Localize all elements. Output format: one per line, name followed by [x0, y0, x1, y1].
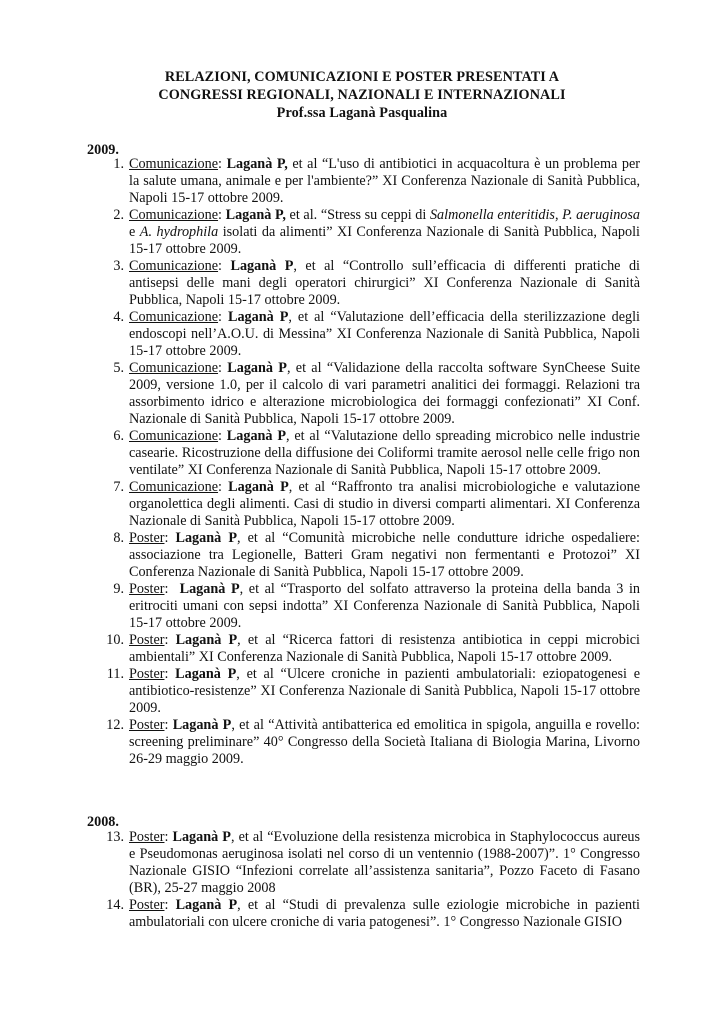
presentation-type: Poster	[129, 530, 165, 546]
list-item	[113, 309, 640, 360]
item-text	[129, 258, 640, 309]
author-name: Laganà P	[227, 360, 287, 376]
citation-text: , et al “Controllo sull’efficacia di differenti pratiche di antisepsi delle mani degli operatori chirurgici” XI Conferenza Nazionale di Sanità Pubblica, Napoli 15-17 ottobre 2009.	[129, 258, 641, 308]
citation-text: , et al “Trasporto del solfato attraverso la proteina della banda 3 in eritrociti umani con sepsi indotta” XI Conferenza Nazionale di Sanità Pubblica, Napoli 15-17 ottobre 2009.	[129, 581, 640, 631]
presentation-type: Poster	[129, 829, 165, 845]
species-name: Salmonella enteritidis	[429, 207, 555, 223]
author-name: Laganà P	[172, 717, 232, 733]
type-separator: :	[218, 479, 229, 495]
type-separator: :	[164, 717, 173, 733]
type-separator: :	[164, 666, 176, 682]
item-number: 1.	[113, 156, 124, 172]
list-item	[106, 666, 640, 717]
list-item	[113, 581, 640, 632]
citation-text: isolati da alimenti” XI Conferenza Nazionale di Sanità Pubblica, Napoli 15-17 ottobre 2009.	[129, 224, 640, 257]
type-separator: :	[218, 309, 228, 325]
author-name: Laganà P	[226, 428, 286, 444]
presentation-type: Comunicazione	[129, 309, 219, 325]
item-number: 3.	[113, 258, 124, 274]
document-header	[0, 68, 724, 122]
presentation-type: Comunicazione	[129, 258, 219, 274]
item-text	[129, 207, 640, 258]
item-text	[129, 581, 640, 632]
item-text	[129, 717, 640, 768]
citation-text: , et al “Raffronto tra analisi microbiologiche e valutazione organolettica degli alimenti. Casi di studio in diversi comparti alimentari. XI Conferenza Nazionale di Sanità Pubblica, Napoli 15-17 ottobre 2009.	[129, 479, 640, 529]
type-separator: :	[218, 258, 231, 274]
citation-text: ,	[554, 207, 563, 223]
list-item	[106, 829, 640, 897]
citation-text: , et al “Validazione della raccolta software SynCheese Suite 2009, versione 1.0, per il calcolo di vari parametri analitici dei formaggi. Relazioni tra assorbimento idrico e alterazione microbiologica dei formaggi confezionati” XI Conf. Nazionale di Sanità Pubblica, Napoli 15-17 ottobre 2009.	[129, 360, 641, 427]
item-text	[129, 428, 640, 479]
item-text	[129, 530, 640, 581]
citation-text: , et al “Evoluzione della resistenza microbica in Staphylococcus aureus e Pseudomonas aeruginosa isolati nel corso di un ventennio (1988-2007)”. 1° Congresso Nazionale GISIO “Infezioni correlate all’assistenza sanitaria”, Pozzo Faceto di Fasano (BR), 25-27 maggio 2008	[129, 829, 640, 896]
type-separator: :	[164, 829, 173, 845]
item-number: 10.	[106, 632, 124, 648]
citation-text: , et al “Valutazione dell’efficacia della sterilizzazione degli endoscopi nell’A.O.U. di Messina” XI Conferenza Nazionale di Sanità Pubblica, Napoli 15-17 ottobre 2009.	[129, 309, 640, 359]
item-number: 4.	[113, 309, 124, 325]
item-number: 6.	[113, 428, 124, 444]
author-name: Laganà P	[228, 479, 289, 495]
list-item	[113, 479, 640, 530]
list-item	[113, 258, 641, 309]
item-number: 14.	[106, 897, 124, 913]
author-name: Laganà P	[175, 530, 237, 546]
citation-text: , et al “Valutazione dello spreading microbico nelle industrie casearie. Ricostruzione della diffusione dei Coliformi tramite aerosol nelle celle frigo non ventilate” XI Conferenza Nazionale di Sanità Pubblica, Napoli 15-17 ottobre 2009.	[129, 428, 640, 478]
item-text	[129, 897, 640, 931]
citation-text: et al. “Stress su ceppi di	[285, 207, 430, 223]
author-name: Laganà P	[227, 309, 289, 325]
author-name: Laganà P	[179, 581, 240, 597]
type-separator: :	[164, 530, 176, 546]
list-item	[106, 717, 640, 768]
type-separator: :	[164, 632, 176, 648]
section-year-2009: 2009.	[87, 142, 119, 158]
citation-text: e	[129, 224, 140, 240]
author-name: Laganà P	[172, 829, 231, 845]
type-separator: :	[218, 360, 228, 376]
list-item	[106, 897, 640, 931]
species-name: A. hydrophila	[139, 224, 219, 240]
presentation-type: Comunicazione	[129, 156, 219, 172]
item-number: 2.	[113, 207, 124, 223]
type-separator: :	[218, 428, 227, 444]
citation-text: et al “L'uso di antibiotici in acquacoltura è un problema per la salute umana, animale e per l'ambiente?” XI Conferenza Nazionale di Sanità Pubblica, Napoli 15-17 ottobre 2009.	[129, 156, 640, 206]
section-year-2008: 2008.	[87, 814, 119, 830]
item-number: 5.	[113, 360, 124, 376]
species-name: P. aeruginosa	[562, 207, 641, 223]
author-name: Laganà P	[175, 897, 238, 913]
type-separator: :	[164, 897, 176, 913]
item-number: 13.	[106, 829, 124, 845]
publication-list-2009	[106, 156, 641, 768]
item-text	[129, 632, 640, 666]
list-item	[113, 207, 641, 258]
presentation-type: Comunicazione	[129, 479, 219, 495]
author-name: Laganà P,	[225, 207, 286, 223]
item-text	[129, 479, 640, 530]
item-text	[129, 309, 640, 360]
publication-list-2008	[106, 829, 640, 931]
presentation-type: Poster	[129, 666, 165, 682]
citation-text: , et al “Ulcere croniche in pazienti ambulatoriali: eziopatogenesi e antibiotico-resistenze” XI Conferenza Nazionale di Sanità Pubblica, Napoli 15-17 ottobre 2009.	[129, 666, 640, 716]
author-name: Laganà P	[175, 666, 237, 682]
presentation-type: Poster	[129, 632, 165, 648]
item-text	[129, 360, 640, 428]
item-text	[129, 829, 640, 897]
type-separator: :	[218, 207, 226, 223]
header-title-line-1: RELAZIONI, COMUNICAZIONI E POSTER PRESENTATI A	[164, 69, 560, 85]
item-number: 12.	[106, 717, 124, 733]
presentation-type: Poster	[129, 717, 165, 733]
list-item	[113, 530, 640, 581]
author-name: Laganà P,	[226, 156, 288, 172]
presentation-type: Comunicazione	[129, 360, 219, 376]
presentation-type: Poster	[129, 581, 165, 597]
item-number: 11.	[106, 666, 124, 682]
author-name: Laganà P	[175, 632, 238, 648]
citation-text: , et al “Ricerca fattori di resistenza antibiotica in ceppi microbici ambientali” XI Conferenza Nazionale di Sanità Pubblica, Napoli 15-17 ottobre 2009.	[129, 632, 640, 665]
type-separator: :	[218, 156, 227, 172]
list-item	[113, 360, 641, 428]
type-separator: :	[164, 581, 180, 597]
citation-text: , et al “Attività antibatterica ed emolitica in spigola, anguilla e rovello: screening preliminare” 40° Congresso della Società Italiana di Biologia Marina, Livorno 26-29 maggio 2009.	[129, 717, 640, 767]
list-item	[106, 632, 640, 666]
header-author: Prof.ssa Laganà Pasqualina	[276, 105, 448, 121]
presentation-type: Poster	[129, 897, 165, 913]
list-item	[113, 156, 640, 207]
citation-text: , et al “Comunità microbiche nelle condutture idriche ospedaliere: associazione tra Legionelle, Batteri Gram negativi non fermentanti e Protozoi” XI Conferenza Nazionale di Sanità Pubblica, Napoli 15-17 ottobre 2009.	[129, 530, 640, 580]
header-title-line-2: CONGRESSI REGIONALI, NAZIONALI E INTERNAZIONALI	[158, 87, 566, 103]
item-number: 9.	[113, 581, 124, 597]
item-text	[129, 156, 640, 207]
presentation-type: Comunicazione	[129, 428, 219, 444]
author-name: Laganà P	[230, 258, 294, 274]
list-item	[113, 428, 640, 479]
item-text	[129, 666, 640, 717]
citation-text: , et al “Studi di prevalenza sulle eziologie microbiche in pazienti ambulatoriali con ulcere croniche di varia patogenesi”. 1° Congresso Nazionale GISIO	[129, 897, 640, 930]
item-number: 7.	[113, 479, 124, 495]
presentation-type: Comunicazione	[129, 207, 219, 223]
item-number: 8.	[113, 530, 124, 546]
